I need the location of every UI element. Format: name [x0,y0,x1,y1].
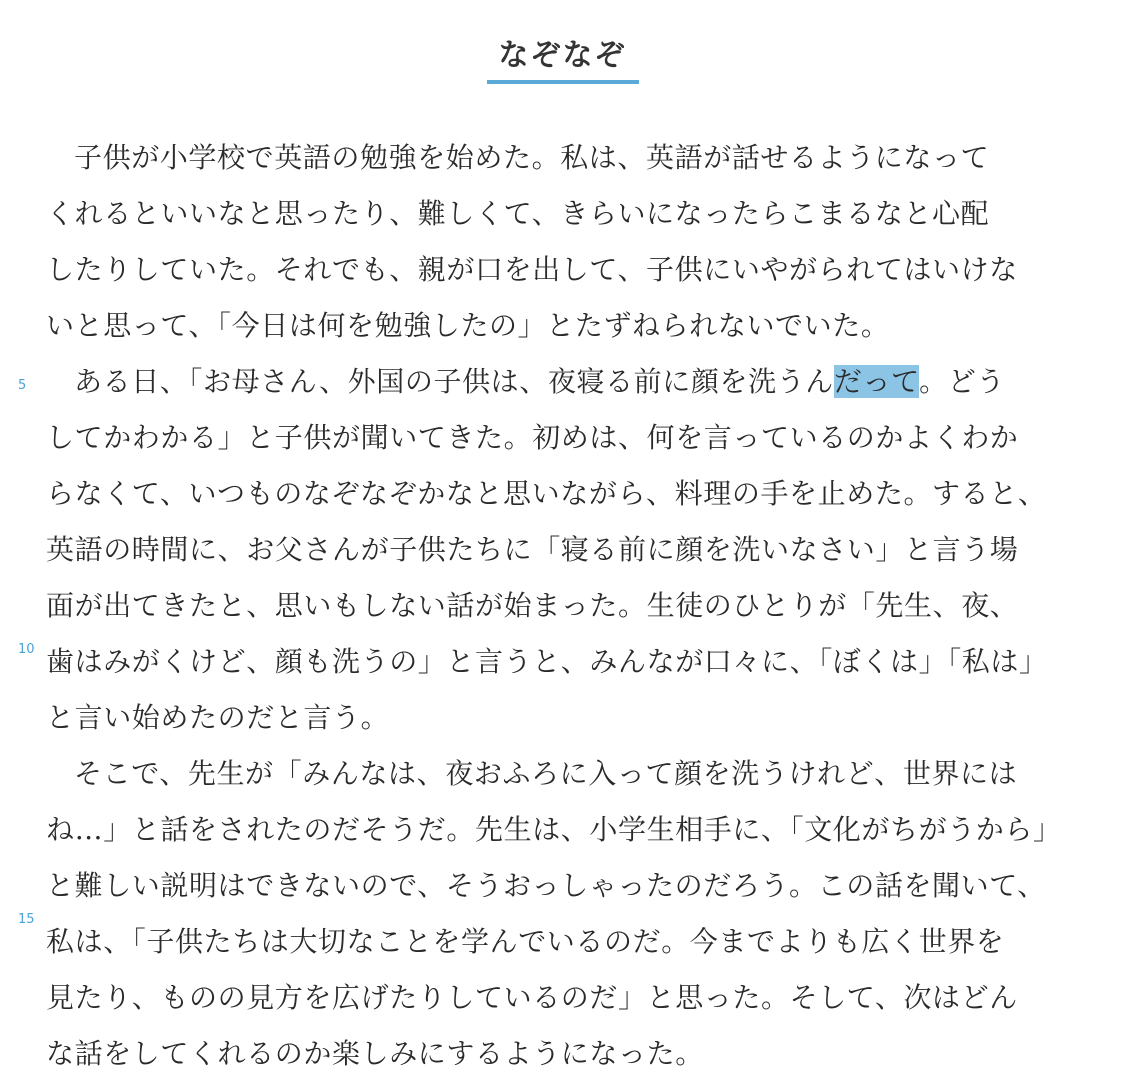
line-number: 5 [18,378,27,393]
passage-line: 面が出てきたと、思いもしない話が始まった。生徒のひとりが「先生、夜、 [46,589,1019,622]
text-selection-highlight[interactable]: だって [833,365,920,398]
passage-line: したりしていた。それでも、親が口を出して、子供にいやがられてはいけな [46,253,1018,286]
passage-line: と言い始めたのだと言う。 [46,701,390,734]
line-segment: 。どう [919,365,1005,398]
passage-line: いと思って、「今日は何を勉強したの」とたずねられないでいた。 [46,309,890,342]
passage-line: 歯はみがくけど、顔も洗うの」と言うと、みんなが口々に、「ぼくは」「私は」 [46,645,1048,678]
passage-line-highlighted [74,354,1084,410]
line-segment: ある日、「お母さん、外国の子供は、夜寝る前に顔を洗うん [74,365,834,398]
passage-line: ね…」と話をされたのだそうだ。先生は、小学生相手に、「文化がちがうから」 [46,813,1062,846]
passage-line: 私は、「子供たちは大切なことを学んでいるのだ。今までよりも広く世界を [46,925,1005,958]
passage-line: そこで、先生が「みんなは、夜おふろに入って顔を洗うけれど、世界には [74,757,1018,790]
passage-line: らなくて、いつものなぞなぞかなと思いながら、料理の手を止めた。すると、 [46,477,1047,510]
passage-line: と難しい説明はできないので、そうおっしゃったのだろう。この話を聞いて、 [46,869,1046,902]
page-title: なぞなぞ [487,30,639,84]
passage-line: してかわかる」と子供が聞いてきた。初めは、何を言っているのかよくわか [46,421,1019,454]
passage-line: 英語の時間に、お父さんが子供たちに「寝る前に顔を洗いなさい」と言う場 [46,533,1019,566]
line-number: 10 [18,642,35,657]
line-number: 15 [18,912,35,927]
passage-line: くれるといいなと思ったり、難しくて、きらいになったらこまるなと心配 [46,197,990,230]
title-wrap [0,30,1125,84]
passage-line: 見たり、ものの見方を広げたりしているのだ」と思った。そして、次はどん [46,981,1018,1014]
passage-line: 子供が小学校で英語の勉強を始めた。私は、英語が話せるようになって [74,141,990,174]
passage-line: な話をしてくれるのか楽しみにするようになった。 [46,1037,704,1070]
